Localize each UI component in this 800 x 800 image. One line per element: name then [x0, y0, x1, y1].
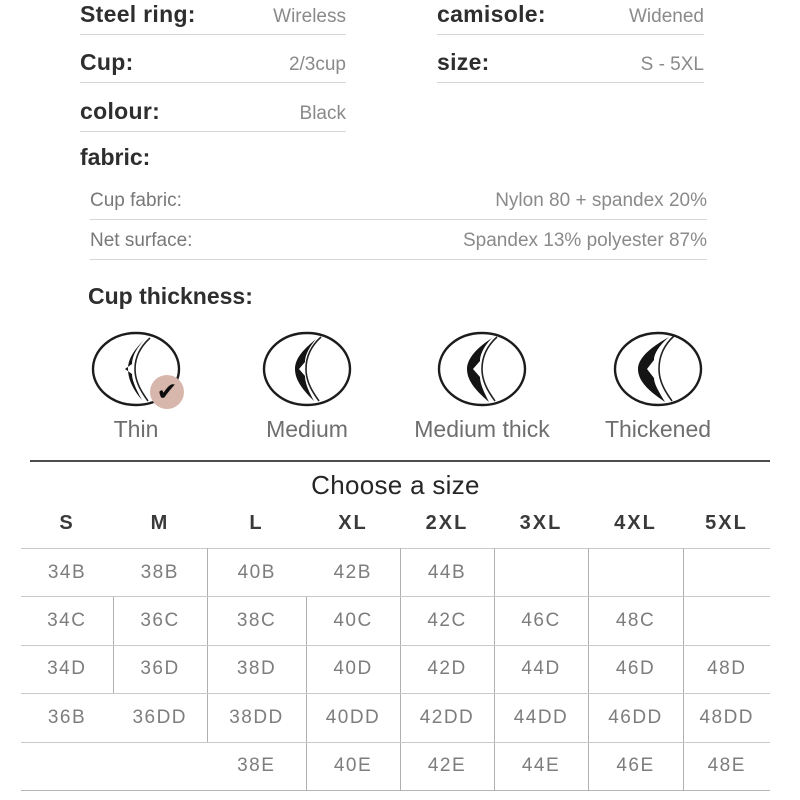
fabric-row-cup-fabric: [90, 190, 707, 220]
size-column-header: XL: [338, 512, 368, 534]
size-cell[interactable]: 38DD: [207, 694, 306, 742]
spec-value: Wireless: [273, 6, 346, 27]
size-cell[interactable]: 36D: [113, 645, 207, 693]
size-chart-title: Choose a size: [311, 470, 480, 500]
cup-thickness-option-medium[interactable]: [247, 330, 367, 412]
spec-row-colour: [80, 98, 346, 132]
cup-thickness-option-thickened[interactable]: [598, 330, 718, 412]
size-cell[interactable]: 44E: [494, 742, 588, 790]
size-cell[interactable]: 42B: [306, 549, 400, 597]
size-row-c: [21, 597, 770, 645]
size-cell[interactable]: 38E: [237, 755, 276, 777]
spec-label: Cup:: [80, 49, 134, 75]
size-chart-table: [21, 548, 770, 791]
cup-thickened-icon: [612, 330, 704, 408]
size-row-d: [21, 645, 770, 693]
spec-value: S - 5XL: [640, 54, 704, 75]
spec-row-steel-ring: [80, 1, 346, 35]
size-cell-empty: [113, 742, 207, 790]
spec-row-size: [437, 49, 704, 83]
cup-medium-thick-icon: [436, 330, 528, 408]
size-cell[interactable]: 48C: [588, 597, 683, 645]
size-chart-header-row: [21, 508, 770, 538]
size-row-e: [21, 742, 770, 790]
size-column-header: 5XL: [705, 512, 748, 534]
size-cell[interactable]: 42E: [400, 742, 494, 790]
spec-label: camisole:: [437, 1, 546, 27]
size-cell[interactable]: 38D: [207, 645, 306, 693]
size-cell[interactable]: 40E: [306, 742, 400, 790]
size-cell[interactable]: 38C: [207, 597, 306, 645]
size-cell[interactable]: 46E: [588, 742, 683, 790]
spec-label: size:: [437, 49, 490, 75]
size-column-header: S: [59, 512, 75, 534]
size-cell[interactable]: 46DD: [588, 694, 683, 742]
size-cell[interactable]: 40D: [306, 645, 400, 693]
size-cell-empty: [494, 549, 588, 597]
size-cell[interactable]: 42DD: [400, 694, 494, 742]
size-cell[interactable]: 36B: [21, 694, 113, 742]
size-cell[interactable]: 36C: [113, 597, 207, 645]
cup-thickness-label: Medium thick: [414, 416, 550, 442]
section-divider: [30, 460, 770, 462]
size-cell[interactable]: 40C: [306, 597, 400, 645]
fabric-row-net-surface: [90, 230, 707, 260]
size-column-header: 2XL: [425, 512, 469, 534]
size-column-header: L: [249, 512, 264, 534]
spec-label: Steel ring:: [80, 1, 196, 27]
spec-row-cup: [80, 49, 346, 83]
cup-thickness-label: Medium: [266, 416, 348, 442]
size-column-header: 3XL: [519, 512, 563, 534]
cup-medium-icon: [261, 330, 353, 408]
cup-thickness-option-medium-thick[interactable]: [422, 330, 542, 412]
size-row-b: [21, 549, 770, 597]
selected-check-icon: ✔: [150, 375, 184, 409]
cup-thickness-heading: Cup thickness:: [88, 283, 253, 309]
size-cell[interactable]: 34B: [21, 549, 113, 597]
size-cell[interactable]: 44B: [400, 549, 494, 597]
size-cell[interactable]: 48E: [683, 742, 770, 790]
size-cell[interactable]: 36DD: [113, 694, 207, 742]
spec-row-camisole: [437, 1, 704, 35]
spec-label: colour:: [80, 98, 161, 124]
size-column-header: 4XL: [614, 512, 657, 534]
cup-thickness-label: Thickened: [604, 416, 712, 442]
fabric-label: Net surface:: [90, 230, 193, 251]
size-cell-empty: [21, 742, 113, 790]
spec-value: 2/3cup: [288, 54, 346, 75]
size-cell[interactable]: 44D: [494, 645, 588, 693]
size-cell[interactable]: 42D: [400, 645, 494, 693]
size-cell[interactable]: 48D: [683, 645, 770, 693]
size-column-header: M: [150, 512, 170, 534]
size-cell[interactable]: 38B: [113, 549, 207, 597]
fabric-heading: fabric:: [80, 144, 151, 170]
fabric-value: Spandex 13% polyester 87%: [463, 230, 707, 251]
size-cell-empty: [683, 549, 770, 597]
size-cell[interactable]: 46D: [588, 645, 683, 693]
size-cell[interactable]: 48DD: [683, 694, 770, 742]
size-cell[interactable]: 40B: [207, 549, 306, 597]
fabric-label: Cup fabric:: [90, 190, 182, 211]
size-cell[interactable]: 46C: [494, 597, 588, 645]
fabric-value: Nylon 80 + spandex 20%: [495, 190, 707, 211]
spec-value: Black: [299, 103, 346, 124]
size-cell[interactable]: 34D: [21, 645, 113, 693]
size-cell-empty: [683, 597, 770, 645]
size-cell-empty: [588, 549, 683, 597]
size-cell[interactable]: 40DD: [306, 694, 400, 742]
size-cell[interactable]: 44DD: [494, 694, 588, 742]
spec-value: Widened: [629, 6, 704, 27]
size-row-dd: [21, 694, 770, 742]
size-cell[interactable]: 42C: [400, 597, 494, 645]
size-cell[interactable]: 34C: [21, 597, 113, 645]
cup-thickness-label: Thin: [113, 416, 159, 442]
